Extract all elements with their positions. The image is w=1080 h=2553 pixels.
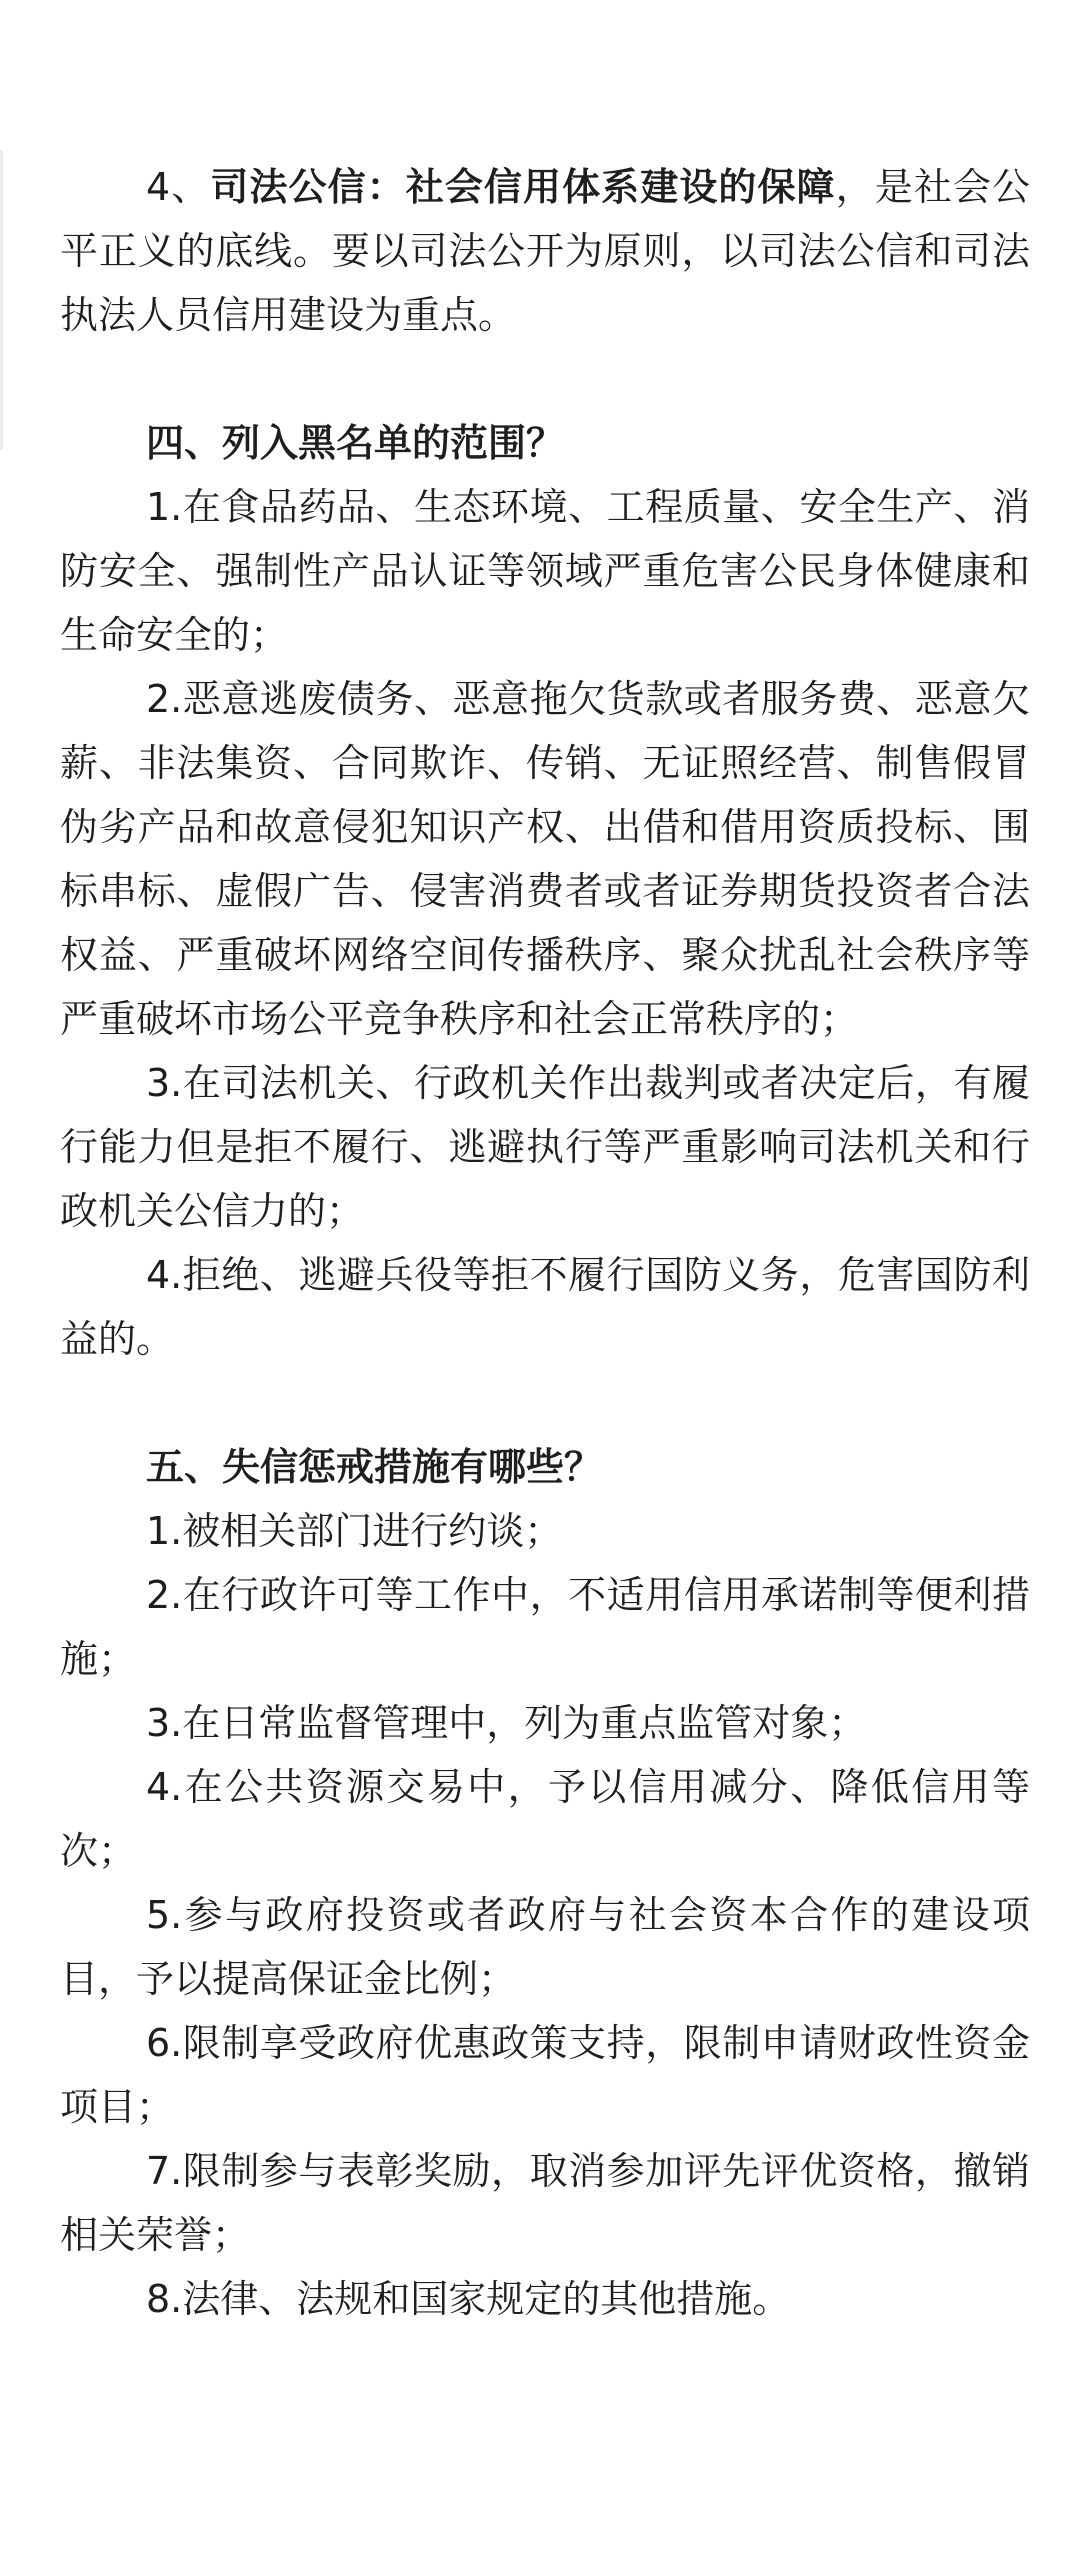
list-item: 3.在日常监督管理中，列为重点监管对象； — [146, 1701, 867, 1745]
page-edge-shadow — [0, 150, 3, 450]
list-item: 1.在食品药品、生态环境、工程质量、安全生产、消防安全、强制性产品认证等领域严重危害公民身体健康和生命安全的； — [60, 485, 1030, 657]
list-item: 4.在公共资源交易中，予以信用减分、降低信用等次； — [60, 1765, 1030, 1873]
intro-number: 4、 — [146, 165, 211, 209]
list-item: 2.恶意逃废债务、恶意拖欠货款或者服务费、恶意欠薪、非法集资、合同欺诈、传销、无证照经营、制售假冒伪劣产品和故意侵犯知识产权、出借和借用资质投标、围标串标、虚假广告、侵害消费者或者证券期货投资者合法权益、严重破坏网络空间传播秩序、聚众扰乱社会秩序等严重破坏市场公平竞争秩序和社会正常秩序的； — [60, 677, 1030, 1041]
section-heading-blacklist-scope: 四、列入黑名单的范围？ — [146, 421, 565, 465]
intro-bold-title: 司法公信：社会信用体系建设的保障 — [210, 165, 836, 209]
intro-rest: ，是社会公平正义的底线。要以司法公开为原则，以司法公信和司法执法人员信用建设为重点。 — [60, 165, 1030, 337]
list-item: 2.在行政许可等工作中，不适用信用承诺制等便利措施； — [60, 1573, 1030, 1681]
list-item: 4.拒绝、逃避兵役等拒不履行国防义务，危害国防利益的。 — [60, 1253, 1030, 1361]
list-item: 3.在司法机关、行政机关作出裁判或者决定后，有履行能力但是拒不履行、逃避执行等严重影响司法机关和行政机关公信力的； — [60, 1061, 1030, 1233]
list-item: 6.限制享受政府优惠政策支持，限制申请财政性资金项目； — [60, 2021, 1030, 2129]
section-heading-punishment-measures: 五、失信惩戒措施有哪些？ — [146, 1445, 603, 1489]
list-item: 8.法律、法规和国家规定的其他措施。 — [146, 2277, 791, 2321]
list-item: 5.参与政府投资或者政府与社会资本合作的建设项目，予以提高保证金比例； — [60, 1893, 1030, 2001]
intro-paragraph — [60, 155, 1030, 347]
list-item: 7.限制参与表彰奖励，取消参加评先评优资格，撤销相关荣誉； — [60, 2149, 1030, 2257]
list-item: 1.被相关部门进行约谈； — [146, 1509, 563, 1553]
document-body — [60, 155, 1030, 2331]
